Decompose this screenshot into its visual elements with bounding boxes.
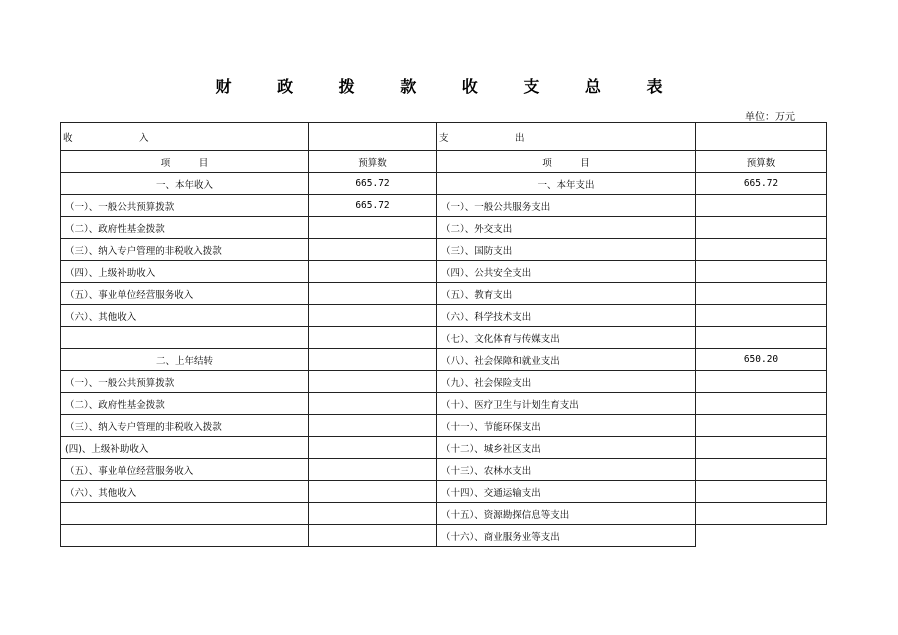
table-row <box>61 525 827 547</box>
expense-item-header: 项 目 <box>437 151 696 173</box>
expense-item: 一、本年支出 <box>437 173 696 195</box>
expense-item: （十六）、商业服务业等支出 <box>437 525 696 547</box>
income-item: （六）、其他收入 <box>61 305 309 327</box>
table-row <box>61 371 827 393</box>
section-header-row <box>61 123 827 151</box>
income-value <box>309 349 437 371</box>
table-row <box>61 283 827 305</box>
income-item-header: 项 目 <box>61 151 309 173</box>
expense-value <box>696 195 827 217</box>
income-item: （二）、政府性基金拨款 <box>61 217 309 239</box>
page-title: 财 政 拨 款 收 支 总 表 <box>215 77 683 96</box>
income-item: （一）、一般公共预算拨款 <box>61 195 309 217</box>
table-row <box>61 195 827 217</box>
income-item: （六）、其他收入 <box>61 481 309 503</box>
expense-value <box>696 327 827 349</box>
income-value <box>309 459 437 481</box>
column-header-row <box>61 151 827 173</box>
income-item <box>61 327 309 349</box>
income-value <box>309 525 437 547</box>
income-value <box>309 239 437 261</box>
expense-item: （十五）、资源勘探信息等支出 <box>437 503 696 525</box>
expense-value <box>696 261 827 283</box>
expense-item: （二）、外交支出 <box>437 217 696 239</box>
expense-item: （一）、一般公共服务支出 <box>437 195 696 217</box>
income-value <box>309 415 437 437</box>
income-value <box>309 393 437 415</box>
income-item: （二）、政府性基金拨款 <box>61 393 309 415</box>
table-row <box>61 239 827 261</box>
income-item: （五）、事业单位经营服务收入 <box>61 459 309 481</box>
expense-section-label: 支 出 <box>437 123 696 151</box>
table-row <box>61 503 827 525</box>
expense-value <box>696 393 827 415</box>
expense-item: （三）、国防支出 <box>437 239 696 261</box>
table-row <box>61 327 827 349</box>
income-section-blank <box>309 123 437 151</box>
expense-value <box>696 239 827 261</box>
table-row <box>61 415 827 437</box>
income-item: 一、本年收入 <box>61 173 309 195</box>
income-value <box>309 327 437 349</box>
expense-item: （十三）、农林水支出 <box>437 459 696 481</box>
income-item: （三）、纳入专户管理的非税收入拨款 <box>61 415 309 437</box>
expense-item: （十）、医疗卫生与计划生育支出 <box>437 393 696 415</box>
income-item: （三）、纳入专户管理的非税收入拨款 <box>61 239 309 261</box>
expense-value <box>696 217 827 239</box>
income-item: (四)、上级补助收入 <box>61 437 309 459</box>
expense-item: （七）、文化体育与传媒支出 <box>437 327 696 349</box>
expense-value: 665.72 <box>696 173 827 195</box>
unit-label: 单位：万元 <box>745 112 795 123</box>
income-value: 665.72 <box>309 173 437 195</box>
income-section-label: 收 入 <box>61 123 309 151</box>
expense-value <box>696 283 827 305</box>
expense-item: （六）、科学技术支出 <box>437 305 696 327</box>
income-value <box>309 283 437 305</box>
income-value <box>309 261 437 283</box>
expense-value <box>696 459 827 481</box>
expense-section-blank <box>696 123 827 151</box>
expense-item: （五）、教育支出 <box>437 283 696 305</box>
expense-value <box>696 503 827 525</box>
expense-value <box>696 305 827 327</box>
income-item: （四）、上级补助收入 <box>61 261 309 283</box>
table-row <box>61 437 827 459</box>
expense-item: （十二）、城乡社区支出 <box>437 437 696 459</box>
income-budget-header: 预算数 <box>309 151 437 173</box>
table-row <box>61 481 827 503</box>
expense-item: （四）、公共安全支出 <box>437 261 696 283</box>
income-value: 665.72 <box>309 195 437 217</box>
income-value <box>309 217 437 239</box>
expense-item: （九）、社会保险支出 <box>437 371 696 393</box>
income-value <box>309 503 437 525</box>
expense-value <box>696 415 827 437</box>
income-item: （五）、事业单位经营服务收入 <box>61 283 309 305</box>
income-item <box>61 503 309 525</box>
expense-value <box>696 371 827 393</box>
budget-table <box>60 122 827 547</box>
table-row <box>61 173 827 195</box>
table-row <box>61 217 827 239</box>
income-value <box>309 305 437 327</box>
income-item: 二、上年结转 <box>61 349 309 371</box>
income-item <box>61 525 309 547</box>
expense-value: 650.20 <box>696 349 827 371</box>
table-row <box>61 349 827 371</box>
expense-item: （十一）、节能环保支出 <box>437 415 696 437</box>
expense-item: （十四）、交通运输支出 <box>437 481 696 503</box>
table-row <box>61 305 827 327</box>
income-value <box>309 371 437 393</box>
expense-budget-header: 预算数 <box>696 151 827 173</box>
table-row <box>61 261 827 283</box>
income-item: （一）、一般公共预算拨款 <box>61 371 309 393</box>
table-row <box>61 393 827 415</box>
income-value <box>309 437 437 459</box>
expense-value <box>696 525 827 547</box>
expense-value <box>696 437 827 459</box>
expense-value <box>696 481 827 503</box>
income-value <box>309 481 437 503</box>
table-row <box>61 459 827 481</box>
expense-item: （八）、社会保障和就业支出 <box>437 349 696 371</box>
